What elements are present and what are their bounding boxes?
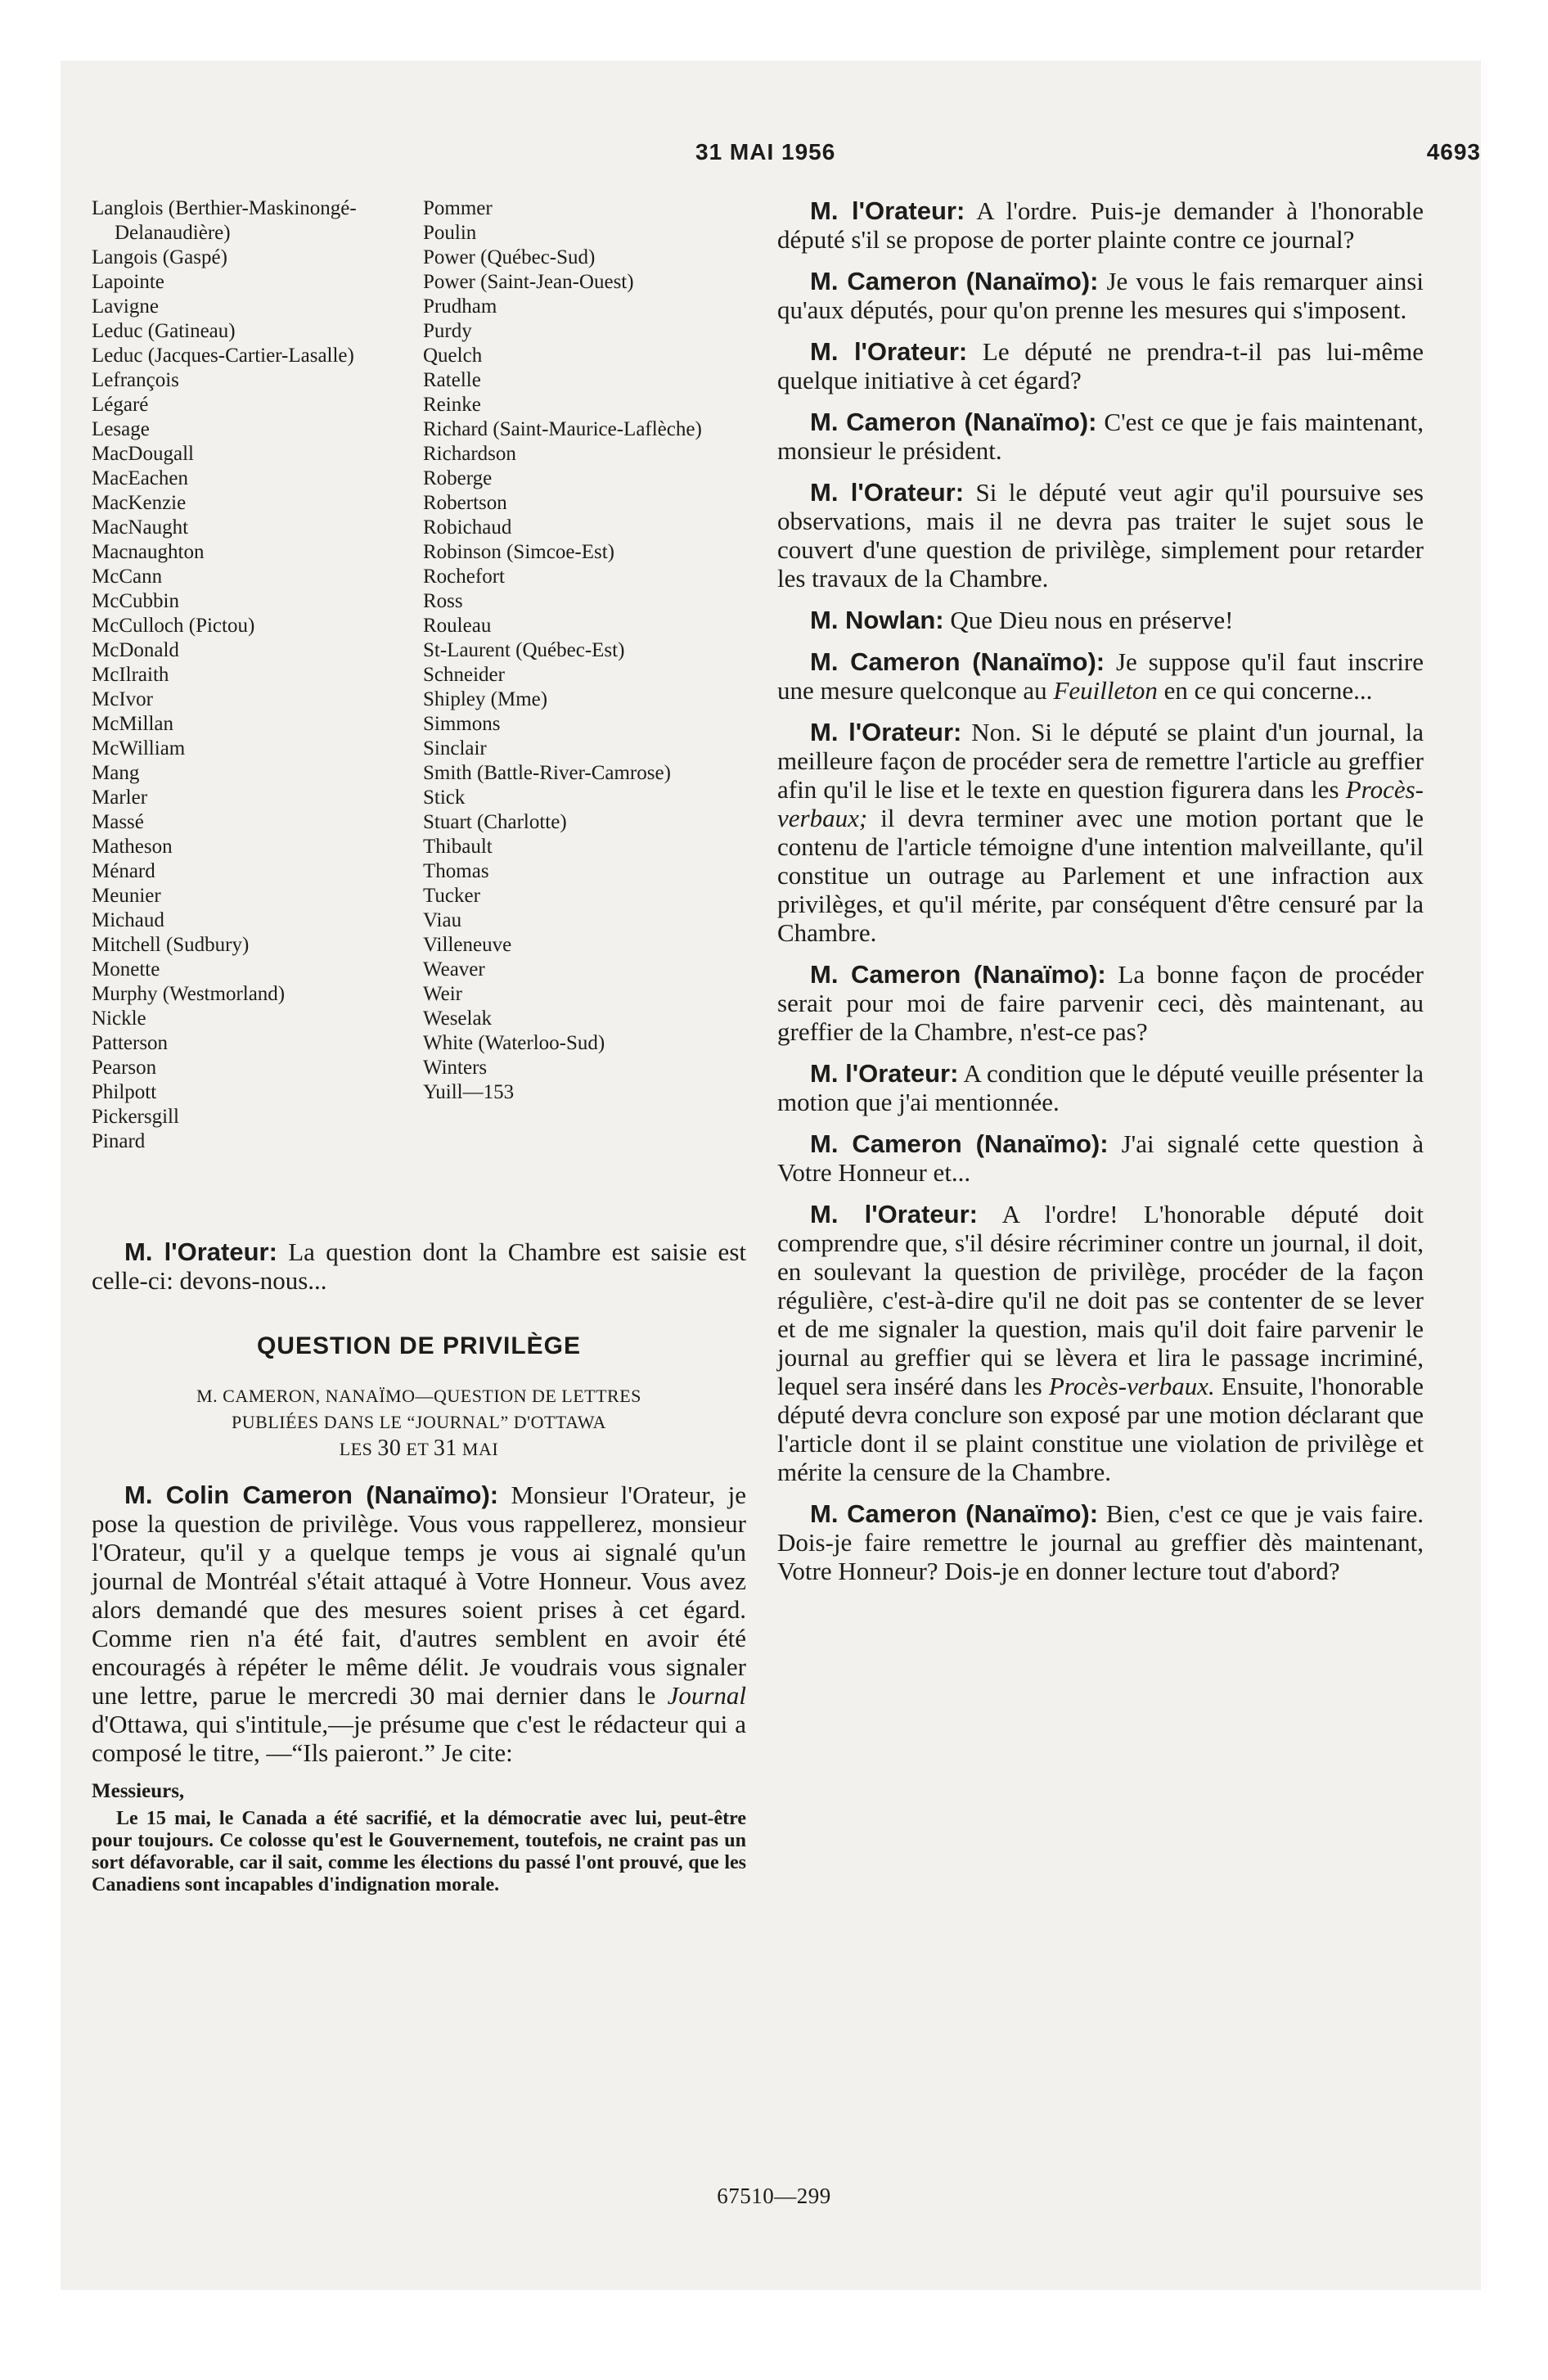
- division-name-item: Prudham: [423, 295, 497, 318]
- speech-paragraph: [777, 606, 1424, 634]
- division-name-item: Stick: [423, 787, 466, 809]
- subheading-line-1: M. CAMERON, NANAÏMO—QUESTION DE LETTRES: [196, 1386, 641, 1406]
- speech-paragraph: [777, 1129, 1424, 1187]
- division-name-item: McDonald: [92, 639, 179, 661]
- speech-italic: Journal: [667, 1681, 746, 1710]
- speech-italic: Procès-verbaux.: [1048, 1372, 1215, 1400]
- subheading-mid: ET: [401, 1439, 434, 1459]
- division-name-item: Simmons: [423, 713, 501, 735]
- speech-paragraph: [777, 267, 1424, 324]
- speaker-name: M. l'Orateur:: [810, 1059, 959, 1088]
- letter-salutation: Messieurs,: [92, 1780, 185, 1802]
- speaker-name: M. Cameron (Nanaïmo):: [810, 1499, 1099, 1528]
- division-name-item: Langlois (Berthier-Maskinongé-Delanaudière): [92, 197, 357, 244]
- division-name-item: Pinard: [92, 1130, 146, 1152]
- speech-text: Je vous le fais remarquer ainsi qu'aux députés, pour qu'on prenne les mesures qui s'imposent.: [777, 267, 1424, 324]
- subheading-line-3: [92, 1436, 746, 1463]
- division-name-item: Ménard: [92, 860, 155, 882]
- division-name-item: Meunier: [92, 885, 161, 907]
- division-name-item: Shipley (Mme): [423, 688, 548, 710]
- speaker-name: M. Cameron (Nanaïmo):: [810, 267, 1099, 295]
- speaker-name: M. Cameron (Nanaïmo):: [810, 960, 1106, 989]
- division-name-item: McIlraith: [92, 664, 169, 686]
- speech-text: Ensuite, l'honorable député devra conclure son exposé par une motion déclarant que l'article dont il se plaint constitue une violation de privilège et mérite la censure de la Chambre.: [777, 1372, 1424, 1486]
- division-name-item: Winters: [423, 1057, 488, 1079]
- division-name-item: Macnaughton: [92, 541, 205, 563]
- division-name-item: Sinclair: [423, 737, 487, 760]
- division-name-item: Richardson: [423, 443, 516, 465]
- division-name-item: Matheson: [92, 836, 173, 858]
- division-name-item: Philpott: [92, 1081, 157, 1103]
- speaker-name: M. Colin Cameron (Nanaïmo):: [124, 1481, 499, 1509]
- speech-text: La question dont la Chambre est saisie est celle-ci: devons-nous...: [92, 1237, 746, 1295]
- division-name-item: MacNaught: [92, 516, 189, 539]
- division-name-item: MacKenzie: [92, 492, 187, 514]
- page-header: [61, 139, 1481, 172]
- division-name-item: McCubbin: [92, 590, 179, 612]
- division-name-item: McMillan: [92, 713, 173, 735]
- speech-text: A l'ordre. Puis-je demander à l'honorable député s'il se propose de porter plainte contre ce journal?: [777, 196, 1424, 254]
- division-name-item: Poulin: [423, 222, 477, 244]
- speech-italic: Procès-verbaux;: [777, 775, 1424, 832]
- section-subheading: [92, 1383, 746, 1463]
- division-name-item: Ross: [423, 590, 463, 612]
- division-name-item: Lefrançois: [92, 369, 179, 391]
- subheading-num-1: 30: [377, 1436, 402, 1461]
- speech-paragraph: [777, 647, 1424, 705]
- letter-quote: Le 15 mai, le Canada a été sacrifié, et la démocratie avec lui, peut-être pour toujours. Ce colosse qu'est le Gouvernement, toutefois, ne craint pas un sort défavorable, car il sait, comme les élections du passé l'ont prouvé, que les Canadiens sont incapables d'indignation morale.: [92, 1808, 746, 1895]
- division-name-item: Quelch: [423, 345, 483, 367]
- division-name-item: Robertson: [423, 492, 507, 514]
- speech-paragraph: [777, 1499, 1424, 1585]
- division-name-item: McWilliam: [92, 737, 186, 760]
- division-name-item: Power (Saint-Jean-Ouest): [423, 271, 634, 293]
- speech-paragraph: [777, 337, 1424, 394]
- right-body: [777, 196, 1424, 1598]
- speaker-name: M. Cameron (Nanaïmo):: [810, 1129, 1109, 1158]
- division-name-item: Villeneuve: [423, 934, 512, 956]
- speech-text: Je suppose qu'il faut inscrire une mesure quelconque au: [777, 647, 1424, 705]
- division-name-item: Tucker: [423, 885, 480, 907]
- speech-text: C'est ce que je fais maintenant, monsieur le président.: [777, 408, 1424, 465]
- division-name-item: MacDougall: [92, 443, 194, 465]
- cameron-speech-paragraph: [92, 1481, 746, 1767]
- division-name-item: MacEachen: [92, 467, 188, 489]
- speech-paragraph: [777, 1200, 1424, 1486]
- speech-text: A l'ordre! L'honorable député doit comprendre que, s'il désire récriminer contre un journal, il doit, en soulevant la question de privilège, procéder de la façon régulière, c'est-à-dire qu'il ne doit pas se contenter de se lever et de me signaler la question, mais qu'il doit faire parvenir le journal au greffier qui se lèvera et lira le passage incriminé, lequel sera inséré dans les: [777, 1200, 1424, 1400]
- division-name-item: Thomas: [423, 860, 489, 882]
- division-name-item: Richard (Saint-Maurice-Laflèche): [423, 418, 702, 440]
- speech-paragraph: [777, 960, 1424, 1046]
- division-name-item: Roberge: [423, 467, 493, 489]
- speaker-name: M. l'Orateur:: [810, 478, 965, 507]
- division-name-item: Rochefort: [423, 566, 505, 588]
- division-name-item: Marler: [92, 787, 148, 809]
- division-name-item: Légaré: [92, 394, 149, 416]
- division-name-item: Monette: [92, 958, 160, 980]
- division-name-item: Leduc (Jacques-Cartier-Lasalle): [92, 345, 354, 367]
- subheading-pre: LES: [339, 1439, 378, 1459]
- division-list-column-1: [92, 196, 411, 1154]
- division-name-item: Pearson: [92, 1057, 157, 1079]
- division-name-item: Nickle: [92, 1007, 146, 1030]
- division-name-item: Purdy: [423, 320, 472, 342]
- header-page-number: 4693: [1426, 139, 1481, 165]
- division-list-column-2: [423, 196, 742, 1105]
- division-name-item: Yuill—153: [423, 1081, 515, 1103]
- division-name-item: Power (Québec-Sud): [423, 246, 596, 268]
- division-name-item: Robinson (Simcoe-Est): [423, 541, 615, 563]
- speech-text: Que Dieu nous en préserve!: [943, 606, 1234, 634]
- division-name-item: McCann: [92, 566, 163, 588]
- speech-text: A condition que le député veuille présenter la motion que j'ai mentionnée.: [777, 1059, 1424, 1116]
- division-name-item: Rouleau: [423, 615, 492, 637]
- division-name-item: Reinke: [423, 394, 481, 416]
- speaker-name: M. Cameron (Nanaïmo):: [810, 408, 1097, 436]
- division-name-item: White (Waterloo-Sud): [423, 1032, 605, 1054]
- division-name-item: St-Laurent (Québec-Est): [423, 639, 625, 661]
- speaker-name: M. l'Orateur:: [810, 718, 962, 746]
- page-footer: 67510—299: [717, 2184, 831, 2208]
- division-name-item: Mitchell (Sudbury): [92, 934, 250, 956]
- division-name-item: Michaud: [92, 909, 164, 931]
- division-name-item: Viau: [423, 909, 462, 931]
- speech-italic: Feuilleton: [1053, 676, 1158, 705]
- section-title: QUESTION DE PRIVILÈGE: [256, 1332, 582, 1359]
- division-name-item: Weaver: [423, 958, 485, 980]
- speaker-intro-paragraph: [92, 1237, 746, 1295]
- division-name-item: Mang: [92, 762, 140, 784]
- division-name-item: Murphy (Westmorland): [92, 983, 286, 1005]
- speech-paragraph: [777, 718, 1424, 947]
- division-name-item: Thibault: [423, 836, 493, 858]
- speech-text: Le député ne prendra-t-il pas lui-même quelque initiative à cet égard?: [777, 337, 1424, 394]
- division-name-item: Stuart (Charlotte): [423, 811, 567, 833]
- speech-text: il devra terminer avec une motion portant que le contenu de l'article témoigne d'une intention malveillante, qu'il constitue un outrage au Parlement et une infraction aux privilèges, et qu'il mérite, par conséquent d'être censuré par la Chambre.: [777, 804, 1424, 947]
- subheading-post: MAI: [457, 1439, 499, 1459]
- subheading-line-2: PUBLIÉES DANS LE “JOURNAL” D'OTTAWA: [232, 1412, 606, 1432]
- speaker-name: M. l'Orateur:: [124, 1237, 277, 1266]
- speech-paragraph: [777, 196, 1424, 254]
- division-name-item: Lapointe: [92, 271, 164, 293]
- speech-text: d'Ottawa, qui s'intitule,—je présume que c'est le rédacteur qui a composé le titre, —“Ils paieront.” Je cite:: [92, 1710, 746, 1767]
- speaker-name: M. l'Orateur:: [810, 196, 965, 225]
- speech-text: Monsieur l'Orateur, je pose la question de privilège. Vous vous rappellerez, monsieur l'Orateur, qu'il y a quelque temps je vous ai signalé qu'un journal de Montréal s'était attaqué à Votre Honneur. Vous avez alors demandé que des mesures soient prises à cet égard. Comme rien n'a été fait, d'autres semblent en avoir été encouragés à répéter le même délit. Je voudrais vous signaler une lettre, parue le mercredi 30 mai dernier dans le: [92, 1481, 746, 1710]
- division-name-item: Smith (Battle-River-Camrose): [423, 762, 671, 784]
- division-name-item: Langois (Gaspé): [92, 246, 227, 268]
- speech-text: Si le député veut agir qu'il poursuive ses observations, mais il ne devra pas traiter le sujet sous le couvert d'une question de privilège, simplement pour retarder les travaux de la Chambre.: [777, 478, 1424, 593]
- division-name-item: Pommer: [423, 197, 493, 219]
- header-date: 31 MAI 1956: [695, 139, 836, 165]
- speech-text: Non. Si le député se plaint d'un journal, la meilleure façon de procéder sera de remettre l'article au greffier afin qu'il le lise et le texte en question figurera dans les: [777, 718, 1424, 804]
- speech-paragraph: [777, 408, 1424, 465]
- speaker-name: M. l'Orateur:: [810, 337, 968, 366]
- division-name-item: Weselak: [423, 1007, 493, 1030]
- division-name-item: Leduc (Gatineau): [92, 320, 236, 342]
- speech-text: J'ai signalé cette question à Votre Honneur et...: [777, 1129, 1424, 1187]
- division-name-item: Lavigne: [92, 295, 159, 318]
- speaker-name: M. l'Orateur:: [810, 1200, 978, 1228]
- division-name-item: Robichaud: [423, 516, 512, 539]
- division-name-item: Pickersgill: [92, 1106, 179, 1128]
- division-name-item: Ratelle: [423, 369, 481, 391]
- speaker-name: M. Nowlan:: [810, 606, 944, 634]
- division-name-item: Lesage: [92, 418, 150, 440]
- division-name-item: McIvor: [92, 688, 153, 710]
- division-name-item: Weir: [423, 983, 462, 1005]
- speech-paragraph: [777, 1059, 1424, 1116]
- division-name-item: McCulloch (Pictou): [92, 615, 255, 637]
- division-name-item: Patterson: [92, 1032, 169, 1054]
- division-name-item: Schneider: [423, 664, 505, 686]
- speech-paragraph: [777, 478, 1424, 593]
- division-name-item: Massé: [92, 811, 144, 833]
- speech-text: La bonne façon de procéder serait pour moi de faire parvenir ceci, dès maintenant, au greffier de la Chambre, n'est-ce pas?: [777, 960, 1424, 1046]
- subheading-num-2: 31: [433, 1436, 457, 1461]
- speaker-name: M. Cameron (Nanaïmo):: [810, 647, 1105, 676]
- speech-text: Bien, c'est ce que je vais faire. Dois-je faire remettre le journal au greffier dès maintenant, Votre Honneur? Dois-je en donner lecture tout d'abord?: [777, 1499, 1424, 1585]
- speech-text: en ce qui concerne...: [1157, 676, 1373, 705]
- left-body: [92, 1237, 746, 1896]
